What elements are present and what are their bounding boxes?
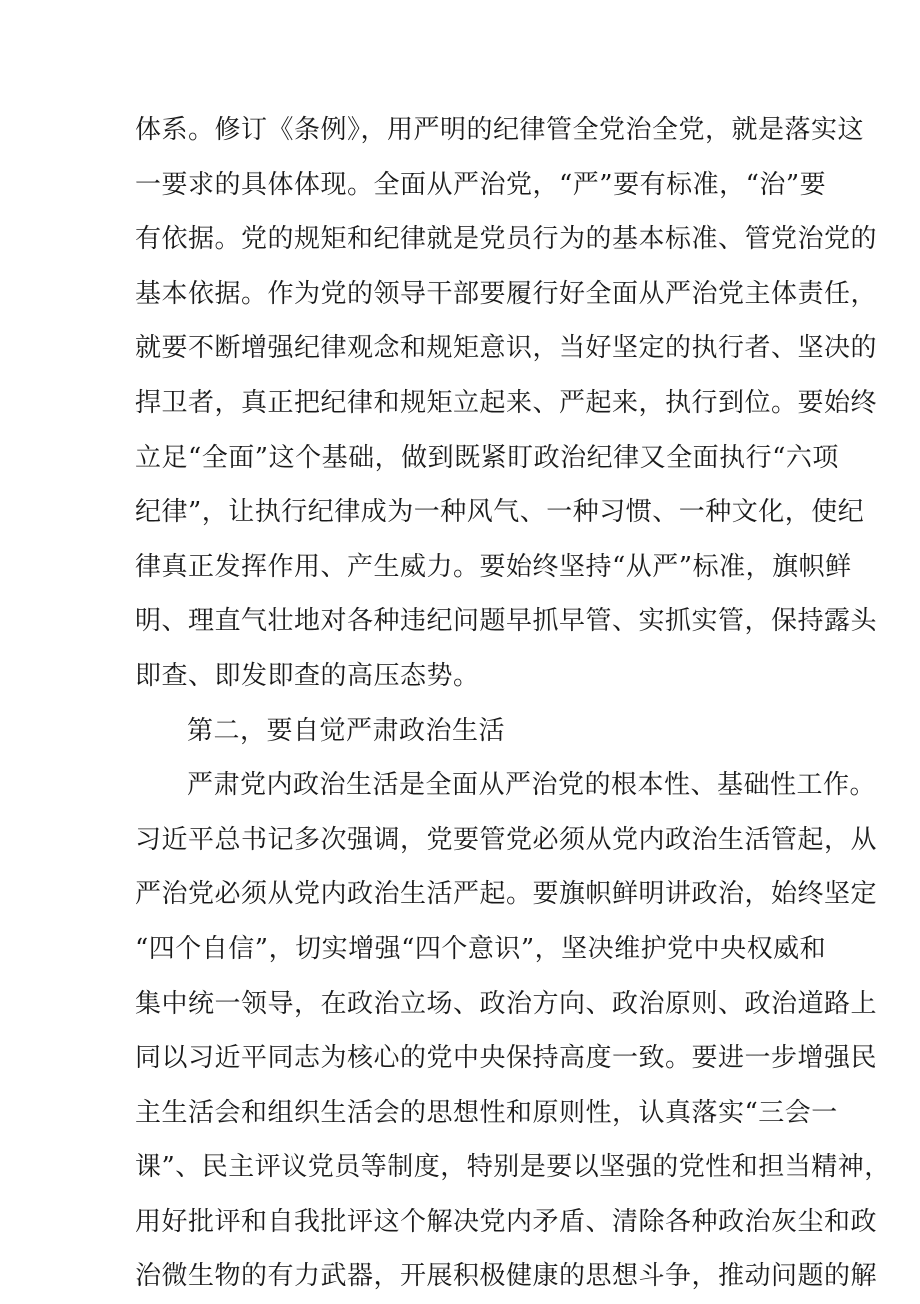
document-page [135,103,891,1304]
paragraph-2-line: 主生活会和组织生活会的思想性和原则性，认真落实“三会一 [135,1097,838,1128]
paragraph-1 [135,103,878,704]
paragraph-2-line: 集中统一领导，在政治立场、政治方向、政治原则、政治道路上 [135,988,878,1019]
paragraph-1-line: 即查、即发即查的高压态势。 [135,660,480,691]
paragraph-2-line: “四个自信”，切实增强“四个意识”，坚决维护党中央权威和 [135,933,827,964]
paragraph-1-line: 律真正发挥作用、产生威力。要始终坚持“从严”标准，旗帜鲜 [135,551,852,582]
paragraph-1-line: 基本依据。作为党的领导干部要履行好全面从严治党主体责任， [135,278,878,309]
paragraph-2 [135,758,891,1304]
paragraph-2-line: 治微生物的有力武器，开展积极健康的思想斗争，推动问题的解 [135,1261,878,1292]
paragraph-2-line: 同以习近平同志为核心的党中央保持高度一致。要进一步增强民 [135,1043,878,1074]
paragraph-2-line: 用好批评和自我批评这个解决党内矛盾、清除各种政治灰尘和政 [135,1206,878,1237]
paragraph-1-line: 明、理直气壮地对各种违纪问题早抓早管、实抓实管，保持露头 [135,606,878,637]
paragraph-1-line: 体系。修订《条例》，用严明的纪律管全党治全党，就是落实这 [135,115,865,145]
paragraph-1-line: 就要不断增强纪律观念和规矩意识，当好坚定的执行者、坚决的 [135,333,878,364]
paragraph-1-line: 立足“全面”这个基础，做到既紧盯政治纪律又全面执行“六项 [135,442,839,473]
paragraph-2-line: 严肃党内政治生活是全面从严治党的根本性、基础性工作。 [187,770,877,801]
paragraph-1-line: 一要求的具体体现。全面从严治党，“严”要有标准，“治”要 [135,169,827,200]
paragraph-2-line: 严治党必须从党内政治生活严起。要旗帜鲜明讲政治，始终坚定 [135,879,878,910]
paragraph-1-line: 捍卫者，真正把纪律和规矩立起来、严起来，执行到位。要始终 [135,387,878,418]
paragraph-1-line: 有依据。党的规矩和纪律就是党员行为的基本标准、管党治党的 [135,224,878,255]
section-heading: 第二，要自觉严肃政治生活 [187,715,506,746]
paragraph-2-line: 习近平总书记多次强调，党要管党必须从党内政治生活管起，从 [135,824,878,855]
paragraph-2-line: 课”、民主评议党员等制度，特别是要以坚强的党性和担当精神， [135,1152,891,1183]
paragraph-1-line: 纪律”，让执行纪律成为一种风气、一种习惯、一种文化，使纪 [135,497,865,528]
